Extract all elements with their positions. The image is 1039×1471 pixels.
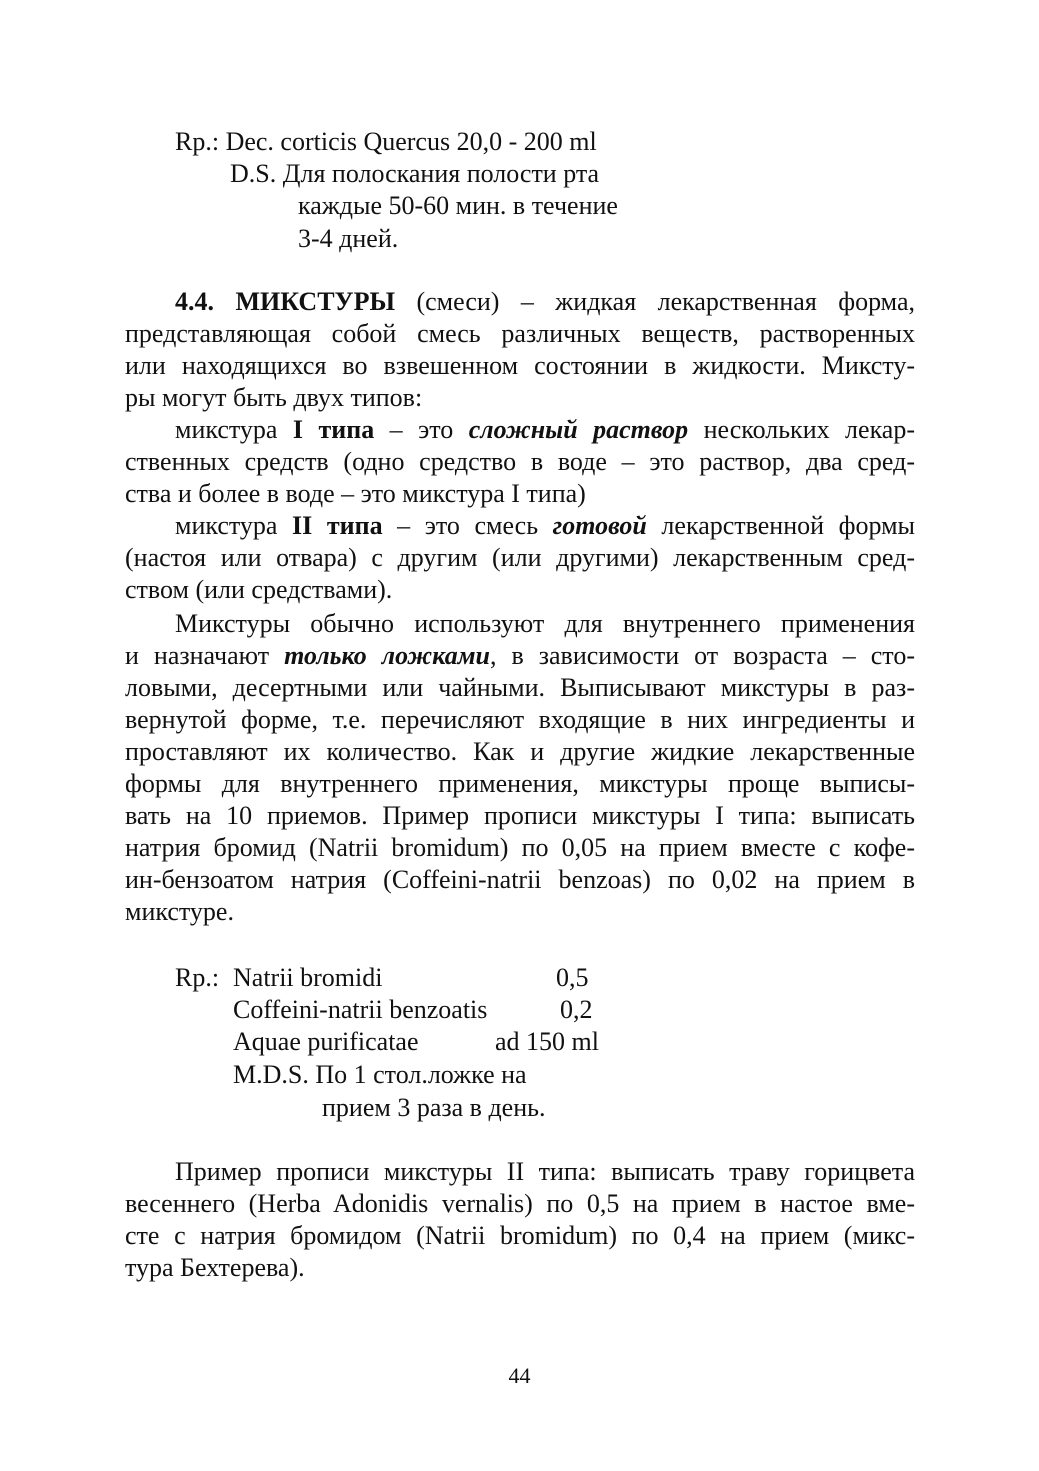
paragraph-5-line-1: Пример прописи микстуры II типа: выписать траву горицвета [175,1157,915,1186]
rx1-line-1: Rp.: Dec. corticis Quercus 20,0 - 200 ml [175,127,597,156]
paragraph-4-line-7: вать на 10 приемов. Пример прописи микстуры I типа: выписать [125,801,915,830]
rx2-item-1-name: Natrii bromidi [233,963,383,992]
paragraph-5-line-4: тура Бехтерева). [125,1253,305,1282]
paragraph-type-2-line-2: (настоя или отвара) с другим (или другими) лекарственным сред- [125,543,915,572]
paragraph-4-line-10: микстуре. [125,897,234,926]
rx2-signa-line-1: M.D.S. По 1 стол.ложке на [233,1060,527,1089]
section-paragraph-1-line-3: или находящихся во взвешенном состоянии в жидкости. Миксту- [125,351,915,380]
page-number: 44 [508,1363,531,1388]
paragraph-type-2-line-1: микстура II типа – это смесь готовой лекарственной формы [175,511,915,540]
paragraph-4-line-2: и назначают только ложками, в зависимости от возраста – сто- [125,641,915,670]
paragraph-4-line-4: вернутой форме, т.е. перечисляют входящие в них ингредиенты и [125,705,915,734]
paragraph-type-2-line-3: ством (или средствами). [125,575,393,604]
paragraph-type-1-line-2: ственных средств (одно средство в воде – это раствор, два сред- [125,447,915,476]
paragraph-type-1-line-1: микстура I типа – это сложный раствор нескольких лекар- [175,415,916,444]
paragraph-type-1-line-3: ства и более в воде – это микстура I типа) [125,479,586,508]
rx1-line-2: D.S. Для полоскания полости рта [230,159,600,188]
rx2-item-2-qty: 0,2 [560,995,593,1024]
section-paragraph-1-line-1: 4.4. МИКСТУРЫ (смеси) – жидкая лекарственная форма, [175,287,915,316]
paragraph-4-line-3: ловыми, десертными или чайными. Выписывают микстуры в раз- [125,673,915,702]
paragraph-4-line-5: проставляют их количество. Как и другие жидкие лекарственные [125,737,915,766]
section-paragraph-1-line-4: ры могут быть двух типов: [125,383,423,412]
rx2-signa-line-2: прием 3 раза в день. [322,1093,546,1122]
rx2-item-3-qty: ad 150 ml [495,1027,599,1056]
section-heading: 4.4. МИКСТУРЫ [175,287,396,316]
paragraph-5-line-2: весеннего (Herba Adonidis vernalis) по 0,5 на прием в настое вме- [125,1189,915,1218]
rx2-rp-label: Rp.: [175,963,220,992]
rx1-line-4: 3-4 дней. [298,224,399,253]
paragraph-4-line-8: натрия бромид (Natrii bromidum) по 0,05 на прием вместе с кофе- [125,833,915,862]
paragraph-4-line-6: формы для внутреннего применения, микстуры проще выписы- [125,769,915,798]
rx2-item-3-name: Aquae purificatae [233,1027,419,1056]
rx1-line-3: каждые 50-60 мин. в течение [298,191,618,220]
paragraph-4-line-9: ин-бензоатом натрия (Coffeini-natrii benzoas) по 0,02 на прием в [125,865,915,894]
paragraph-4-line-1: Микстуры обычно используют для внутреннего применения [175,609,915,638]
section-paragraph-1-line-2: представляющая собой смесь различных веществ, растворенных [125,319,915,348]
rx2-item-2-name: Coffeini-natrii benzoatis [233,995,488,1024]
paragraph-5-line-3: сте с натрия бромидом (Natrii bromidum) по 0,4 на прием (микс- [125,1221,915,1250]
rx2-item-1-qty: 0,5 [556,963,589,992]
